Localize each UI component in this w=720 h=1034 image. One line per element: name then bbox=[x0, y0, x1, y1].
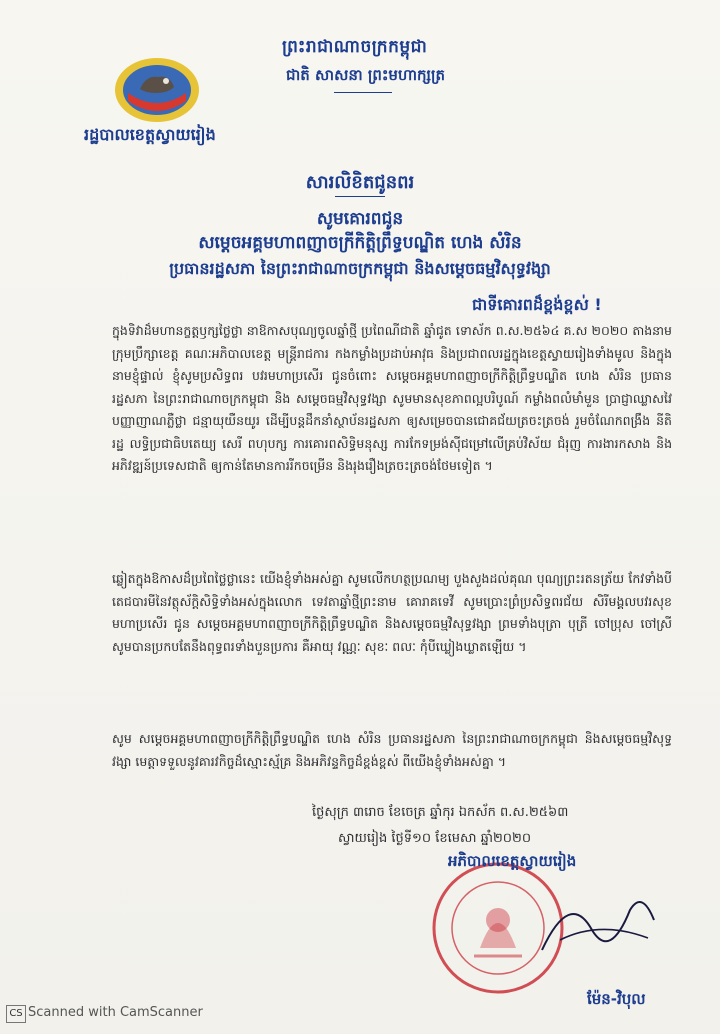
letter-type-title: សារលិខិតជូនពរ bbox=[305, 172, 415, 193]
province-emblem-logo bbox=[112, 55, 202, 125]
signatory-office-title: អភិបាលខេត្តស្វាយរៀង bbox=[448, 852, 577, 870]
title-ornament-divider bbox=[335, 196, 385, 197]
respectfully-line: សូមគោរពជូន bbox=[316, 209, 404, 229]
recipient-line-2: ប្រធានរដ្ឋសភា នៃព្រះរាជាណាចក្រកម្ពុជា និងសម្តេចធម្មវិសុទ្ធវង្សា bbox=[169, 259, 551, 278]
recipient-line-1: សម្តេចអគ្គមហាពញាចក្រីកិត្តិព្រឹទ្ធបណ្ឌិត ហេង សំរិន bbox=[198, 233, 522, 253]
solar-date: ស្វាយរៀង ថ្ងៃទី១០ ខែមេសា ឆ្នាំ២០២០ bbox=[338, 831, 532, 846]
header-ornament-divider bbox=[334, 92, 392, 93]
lunar-date: ថ្ងៃសុក្រ ៣រោច ខែចេត្រ ឆ្នាំកុរ ឯកស័ក ព.ស.២៥៦៣ bbox=[312, 805, 569, 820]
body-paragraph-3: សូម សម្តេចអគ្គមហាពញាចក្រីកិត្តិព្រឹទ្ធបណ្ឌិត ហេង សំរិន ប្រធានរដ្ឋសភា នៃព្រះរាជាណាចក្រកម្ពុជា និងសម្តេចធម្មវិសុទ្ធវង្សា មេត្តាទទួលនូវគារវកិច្ចដ៏ស្មោះស្ម័គ្រ និងអភិវន្ទកិច្ចដ៏ខ្ពង់ខ្ពស់ ពីយើងខ្ញុំទាំងអស់គ្នា ។ bbox=[112, 731, 672, 769]
salutation-closing: ជាទីគោរពដ៏ខ្ពង់ខ្ពស់ ! bbox=[472, 295, 602, 314]
camscanner-logo-icon: CS bbox=[6, 1005, 26, 1023]
province-office-heading: រដ្ឋបាលខេត្តស្វាយរៀង bbox=[84, 125, 216, 144]
scanner-watermark bbox=[6, 1005, 203, 1023]
body-paragraph-1: ក្នុងទិវាដ៏មហានក្ខត្តឫក្សថ្លៃថ្លា នាឱកាសបុណ្យចូលឆ្នាំថ្មី ប្រពៃណីជាតិ ឆ្នាំជូត ទោស័ក ព.ស.២៥៦៤ គ.ស ២០២០ តាងនាមក្រុមប្រឹក្សាខេត្ត គណៈអភិបាលខេត្ត មន្ត្រីរាជការ កងកម្លាំងប្រដាប់អាវុធ និងប្រជាពលរដ្ឋក្នុងខេត្តស្វាយរៀងទាំងមូល និងក្នុងនាមខ្ញុំផ្ទាល់ ខ្ញុំសូមប្រសិទ្ធពរ បវរមហាប្រសើរ ជូនចំពោះ សម្តេចអគ្គមហាពញាចក្រីកិត្តិព្រឹទ្ធបណ្ឌិត ហេង សំរិន ប្រធានរដ្ឋសភា នៃព្រះរាជាណាចក្រកម្ពុជា និង សម្តេចធម្មវិសុទ្ធវង្សា សូមមានសុខភាពល្អបរិបូណ៍ កម្លាំងពលំមាំមួន ប្រាជ្ញាឈ្លាសវៃ បញ្ញាញាណភ្លឺថ្លា ជន្មាយុយឺនយូរ ដើម្បីបន្តដឹកនាំស្ថាប័នរដ្ឋសភា ឲ្យសម្រេចបានជោគជ័យត្រចះត្រចង់ រួមចំណែកពង្រឹង នីតិរដ្ឋ លទ្ធិប្រជាធិបតេយ្យ សេរី ពហុបក្ស ការគោរពសិទ្ធិមនុស្ស ការកែទម្រង់ស៊ីជម្រៅលើគ្រប់វិស័យ ជំរុញ ការងារកសាង និងអភិវឌ្ឍន៍ប្រទេសជាតិ ឲ្យកាន់តែមានការរីកចម្រើន និងរុងរឿងត្រចះត្រចង់ថែមទៀត ។ bbox=[112, 323, 672, 473]
body-paragraph-2: ឆ្លៀតក្នុងឱកាសដ៏ប្រពៃថ្លៃថ្លានេះ យើងខ្ញុំទាំងអស់គ្នា សូមលើកហត្ថប្រណម្យ បួងសួងដល់គុណ បុណ្យព្រះរតនត្រ័យ កែវទាំងបី តេជបារមីនៃវត្ថុស័ក្តិសិទ្ធិទាំងអស់ក្នុងលោក ទេវតាឆ្នាំថ្មីព្រះនាម គោរាគទេវី សូមប្រោះព្រំប្រសិទ្ធពរជ័យ សិរីមង្គលបវរសុខមហាប្រសើរ ជូន សម្តេចអគ្គមហាពញាចក្រីកិត្តិព្រឹទ្ធបណ្ឌិត និងសម្តេចធម្មវិសុទ្ធវង្សា ព្រមទាំងបុត្រា បុត្រី ចៅប្រុស ចៅស្រី សូមបានប្រកបតែនឹងពុទ្ធពរទាំងបួនប្រការ គឺអាយុ វណ្ណៈ សុខៈ ពលៈ កុំបីឃ្លៀងឃ្លាតឡើយ ។ bbox=[112, 571, 672, 654]
signatory-name: ម៉ែន-វិបុល bbox=[587, 990, 646, 1008]
kingdom-heading: ព្រះរាជាណាចក្រកម្ពុជា bbox=[282, 37, 428, 57]
national-motto: ជាតិ សាសនា ព្រះមហាក្សត្រ bbox=[286, 66, 445, 84]
handwritten-signature bbox=[530, 880, 660, 970]
scanner-watermark-text: Scanned with CamScanner bbox=[28, 1005, 203, 1020]
